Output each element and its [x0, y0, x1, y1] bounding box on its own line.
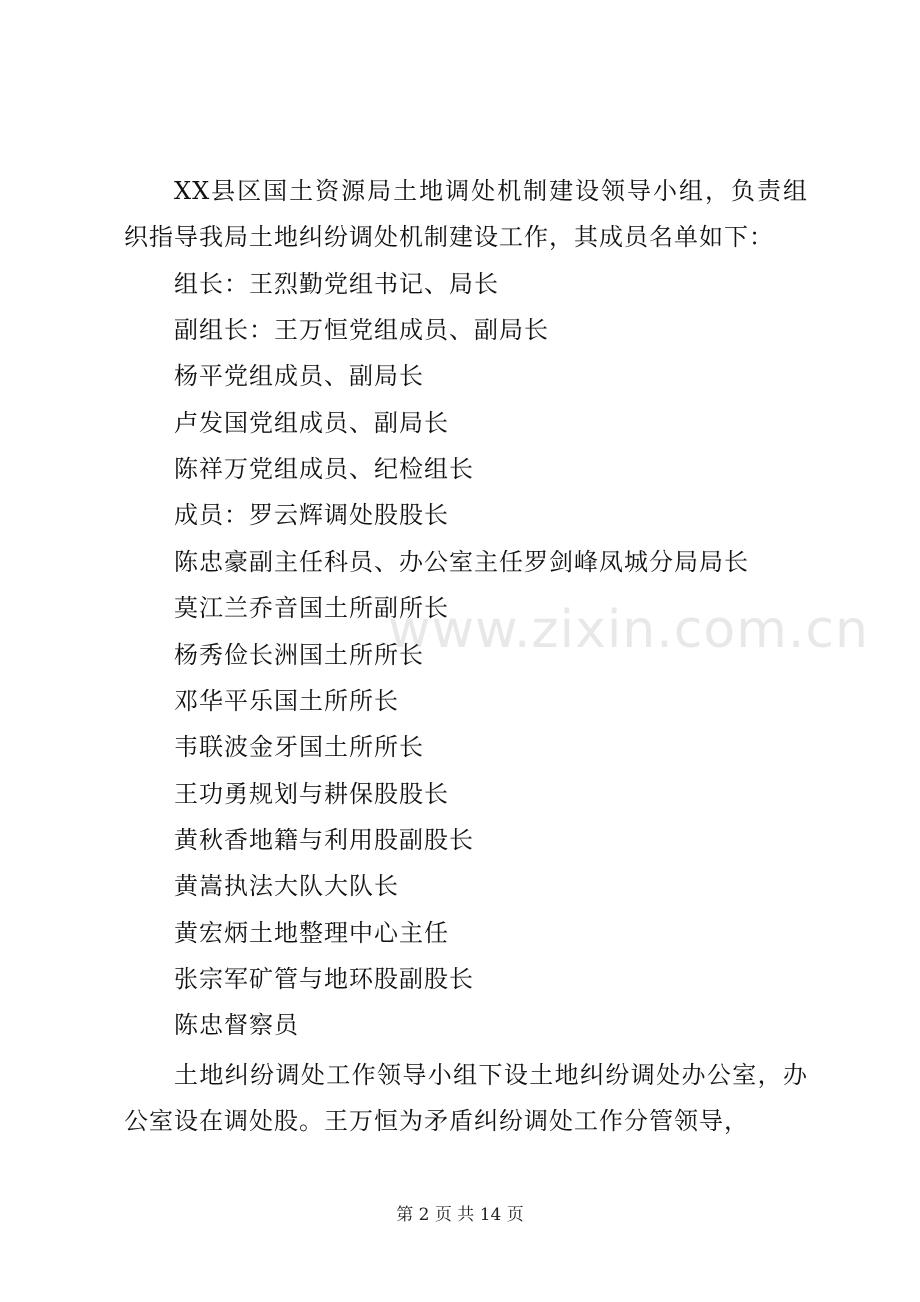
member-line: 莫江兰乔音国土所副所长: [174, 594, 449, 622]
member-line: 杨秀俭长洲国土所所长: [174, 641, 424, 669]
member-line: 副组长：王万恒党组成员、副局长: [174, 316, 549, 344]
page-footer: 第 2 页 共 14 页: [396, 1205, 524, 1225]
member-line: 组长：王烈勤党组书记、局长: [174, 270, 499, 298]
watermark: www.zixin.com.cn: [388, 600, 869, 660]
member-line: 王功勇规划与耕保股股长: [174, 780, 449, 808]
member-line: 韦联波金牙国土所所长: [174, 733, 424, 761]
member-line: 成员：罗云辉调处股股长: [174, 501, 449, 529]
member-line: 陈忠督察员: [174, 1011, 299, 1039]
member-line: 黄秋香地籍与利用股副股长: [174, 826, 474, 854]
member-line: 卢发国党组成员、副局长: [174, 409, 449, 437]
member-line: 陈忠豪副主任科员、办公室主任罗剑峰凤城分局局长: [174, 548, 749, 576]
closing-paragraph: 土地纠纷调处工作领导小组下设土地纠纷调处办公室，办公室设在调处股。王万恒为矛盾纠纷调处工作分管领导，: [124, 1061, 808, 1135]
member-line: 黄嵩执法大队大队长: [174, 872, 399, 900]
member-line: 黄宏炳土地整理中心主任: [174, 919, 449, 947]
member-line: 陈祥万党组成员、纪检组长: [174, 455, 474, 483]
intro-paragraph: XX县区国土资源局土地调处机制建设领导小组，负责组织指导我局土地纠纷调处机制建设工作，其成员名单如下：: [124, 177, 808, 251]
member-line: 杨平党组成员、副局长: [174, 362, 424, 390]
member-line: 张宗军矿管与地环股副股长: [174, 965, 474, 993]
member-line: 邓华平乐国土所所长: [174, 687, 399, 715]
